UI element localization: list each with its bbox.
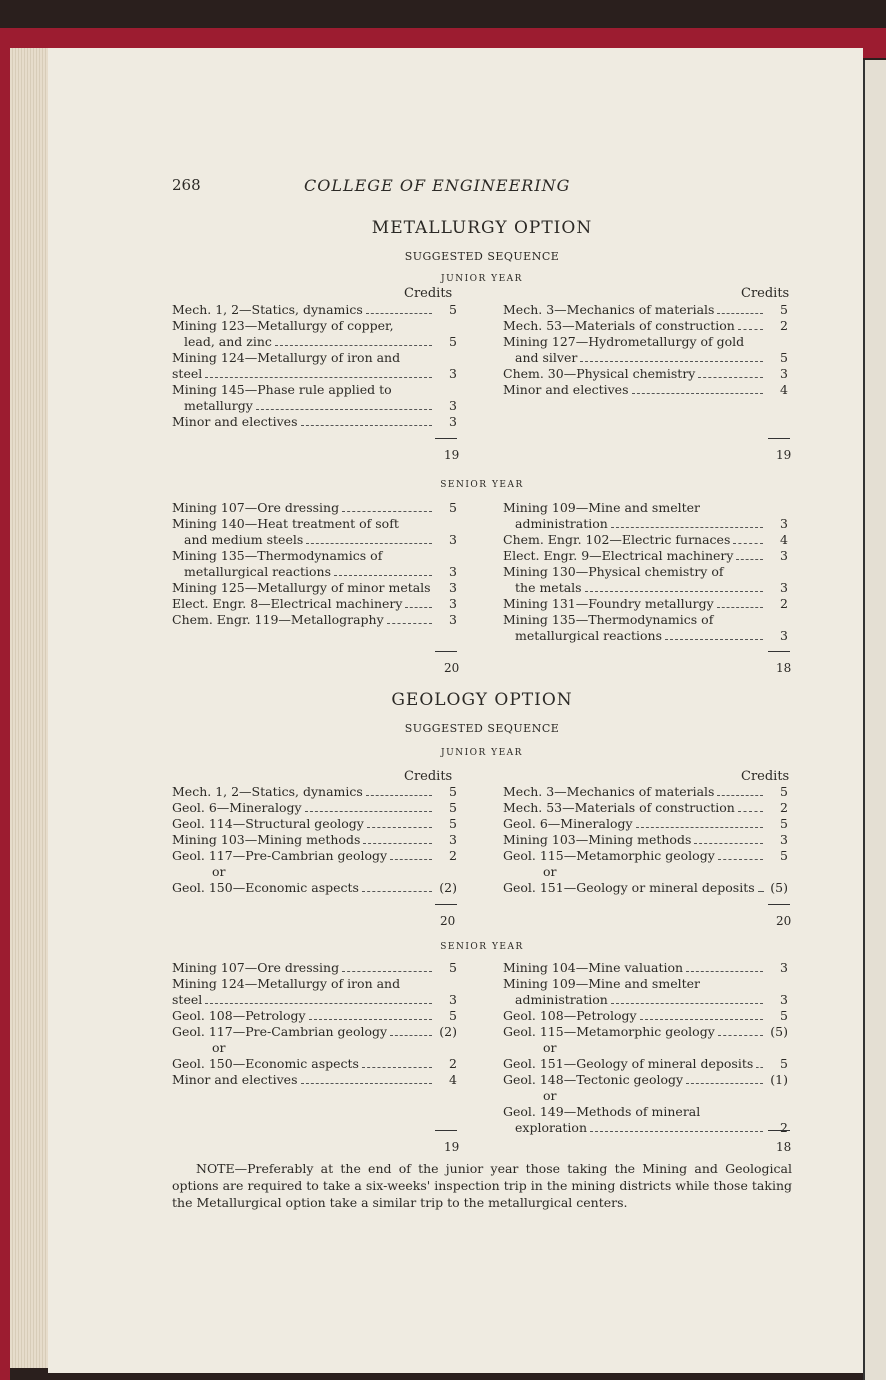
course-row bbox=[172, 880, 457, 896]
metallurgy-junior-year-label: JUNIOR YEAR bbox=[441, 274, 523, 284]
total-rule bbox=[768, 1130, 790, 1131]
dot-leader bbox=[632, 393, 764, 394]
junior-total-left: 20 bbox=[440, 914, 456, 928]
course-row bbox=[503, 848, 788, 864]
credit-value: 3 bbox=[449, 832, 457, 847]
course-row bbox=[172, 992, 457, 1008]
course-name: Mining 124—Metallurgy of iron and bbox=[172, 976, 401, 991]
dot-leader bbox=[580, 361, 763, 362]
metallurgy-senior-year-label: SENIOR YEAR bbox=[440, 480, 524, 490]
course-name: Chem. Engr. 119—Metallography bbox=[172, 612, 384, 627]
course-row bbox=[503, 612, 788, 628]
course-name: Mech. 1, 2—Statics, dynamics bbox=[172, 784, 363, 799]
course-row bbox=[172, 832, 457, 848]
senior-total-right: 18 bbox=[776, 1140, 792, 1154]
dot-leader bbox=[205, 377, 432, 378]
dot-leader bbox=[718, 1035, 763, 1036]
course-row bbox=[172, 580, 457, 596]
course-name: metallurgical reactions bbox=[515, 628, 663, 643]
course-row bbox=[172, 800, 457, 816]
dot-leader bbox=[717, 313, 763, 314]
credit-value: 3 bbox=[780, 628, 788, 643]
credit-value: 5 bbox=[449, 800, 457, 815]
course-row bbox=[503, 1024, 788, 1040]
course-row bbox=[172, 548, 457, 564]
course-row bbox=[503, 832, 788, 848]
dot-leader bbox=[362, 891, 432, 892]
course-name: Mining 109—Mine and smelter bbox=[503, 976, 700, 991]
course-name: Mining 123—Metallurgy of copper, bbox=[172, 318, 394, 333]
dot-leader bbox=[366, 795, 432, 796]
total-rule bbox=[768, 438, 790, 439]
credit-value: 5 bbox=[780, 350, 788, 365]
course-name: administration bbox=[515, 992, 608, 1007]
book-cover-left bbox=[0, 28, 10, 1380]
dot-leader bbox=[640, 1019, 763, 1020]
geology-senior-right bbox=[503, 960, 788, 1136]
course-row bbox=[503, 318, 788, 334]
course-name: metallurgy bbox=[184, 398, 253, 413]
course-name: Mining 127—Hydrometallurgy of gold bbox=[503, 334, 745, 349]
course-name: Geol. 6—Mineralogy bbox=[172, 800, 302, 815]
credit-value: 5 bbox=[780, 1008, 788, 1023]
course-name: Chem. 30—Physical chemistry bbox=[503, 366, 696, 381]
course-row bbox=[503, 628, 788, 644]
course-row bbox=[503, 976, 788, 992]
course-row bbox=[172, 564, 457, 580]
course-name: Mech. 1, 2—Statics, dynamics bbox=[172, 302, 363, 317]
geology-junior-left bbox=[172, 784, 457, 896]
course-row bbox=[172, 1072, 457, 1088]
course-name: Mining 124—Metallurgy of iron and bbox=[172, 350, 401, 365]
course-row bbox=[172, 350, 457, 366]
credit-value: 3 bbox=[449, 612, 457, 627]
dot-leader bbox=[733, 543, 763, 544]
course-name: Geol. 115—Metamorphic geology bbox=[503, 848, 715, 863]
course-row bbox=[172, 1040, 457, 1056]
credit-value: 5 bbox=[449, 960, 457, 975]
course-name: Mech. 53—Materials of construction bbox=[503, 318, 735, 333]
course-row bbox=[503, 596, 788, 612]
credit-value: 5 bbox=[449, 302, 457, 317]
course-name: Mining 103—Mining methods bbox=[503, 832, 692, 847]
course-name: Geol. 150—Economic aspects bbox=[172, 1056, 359, 1071]
course-name: Geol. 149—Methods of mineral bbox=[503, 1104, 701, 1119]
dot-leader bbox=[390, 1035, 432, 1036]
dot-leader bbox=[387, 623, 432, 624]
course-name: Mining 131—Foundry metallurgy bbox=[503, 596, 714, 611]
course-name: Geol. 108—Petrology bbox=[172, 1008, 306, 1023]
course-name: steel bbox=[172, 992, 203, 1007]
course-row bbox=[172, 302, 457, 318]
course-name: Mining 107—Ore dressing bbox=[172, 960, 340, 975]
dot-leader bbox=[205, 1003, 432, 1004]
course-name: Mech. 3—Mechanics of materials bbox=[503, 784, 715, 799]
credit-value: 4 bbox=[449, 1072, 457, 1087]
credit-value: 2 bbox=[780, 1120, 788, 1135]
course-name: Geol. 117—Pre-Cambrian geology bbox=[172, 848, 388, 863]
credit-value: (2) bbox=[439, 1024, 457, 1039]
course-name: Mining 104—Mine valuation bbox=[503, 960, 684, 975]
course-row bbox=[503, 516, 788, 532]
credit-value: 3 bbox=[780, 516, 788, 531]
credit-value: 3 bbox=[780, 366, 788, 381]
course-row bbox=[503, 532, 788, 548]
course-name: Minor and electives bbox=[503, 382, 629, 397]
course-name: Mining 103—Mining methods bbox=[172, 832, 361, 847]
credit-value: 3 bbox=[449, 532, 457, 547]
course-name: Elect. Engr. 9—Electrical machinery bbox=[503, 548, 734, 563]
course-row bbox=[503, 548, 788, 564]
course-row bbox=[172, 848, 457, 864]
credits-header-left: Credits bbox=[404, 286, 453, 301]
dot-leader bbox=[363, 843, 432, 844]
course-row bbox=[172, 1056, 457, 1072]
course-row bbox=[503, 382, 788, 398]
credit-value: 4 bbox=[780, 382, 788, 397]
course-name: Geol. 115—Metamorphic geology bbox=[503, 1024, 715, 1039]
course-row bbox=[172, 500, 457, 516]
dot-leader bbox=[738, 329, 763, 330]
credit-value: 3 bbox=[449, 992, 457, 1007]
dot-leader bbox=[305, 811, 432, 812]
course-name: Mining 109—Mine and smelter bbox=[503, 500, 700, 515]
course-row bbox=[503, 1008, 788, 1024]
course-row bbox=[503, 1120, 788, 1136]
dot-leader bbox=[665, 639, 763, 640]
geology-junior-year-label: JUNIOR YEAR bbox=[441, 748, 523, 758]
dot-leader bbox=[718, 859, 763, 860]
course-name: Geol. 151—Geology or mineral deposits bbox=[503, 880, 755, 895]
course-name: Chem. Engr. 102—Electric furnaces bbox=[503, 532, 731, 547]
course-row bbox=[172, 382, 457, 398]
credit-value: (2) bbox=[439, 880, 457, 895]
credit-value: (5) bbox=[770, 880, 788, 895]
course-name: the metals bbox=[515, 580, 582, 595]
credit-value: 3 bbox=[449, 366, 457, 381]
course-name: or bbox=[212, 1040, 226, 1055]
credit-value: 3 bbox=[449, 398, 457, 413]
credit-value: 3 bbox=[449, 596, 457, 611]
course-row bbox=[503, 880, 788, 896]
course-row bbox=[503, 350, 788, 366]
course-name: metallurgical reactions bbox=[184, 564, 332, 579]
metallurgy-title: METALLURGY OPTION bbox=[371, 218, 593, 238]
course-row bbox=[172, 596, 457, 612]
dot-leader bbox=[611, 1003, 763, 1004]
course-name: Mining 140—Heat treatment of soft bbox=[172, 516, 399, 531]
credit-value: 5 bbox=[780, 848, 788, 863]
dot-leader bbox=[738, 811, 763, 812]
dot-leader bbox=[301, 425, 433, 426]
course-row bbox=[172, 1024, 457, 1040]
dot-leader bbox=[585, 591, 763, 592]
junior-total-left: 19 bbox=[444, 448, 460, 462]
dot-leader bbox=[334, 575, 432, 576]
dot-leader bbox=[342, 971, 432, 972]
total-rule bbox=[435, 438, 457, 439]
course-name: Mining 125—Metallurgy of minor metals bbox=[172, 580, 431, 595]
dot-leader bbox=[694, 843, 763, 844]
course-name: Geol. 150—Economic aspects bbox=[172, 880, 359, 895]
course-row bbox=[172, 334, 457, 350]
credit-value: 3 bbox=[449, 414, 457, 429]
dot-leader bbox=[275, 345, 432, 346]
credit-value: 5 bbox=[449, 334, 457, 349]
course-name: steel bbox=[172, 366, 203, 381]
metallurgy-senior-left bbox=[172, 500, 457, 628]
course-name: administration bbox=[515, 516, 608, 531]
credit-value: 5 bbox=[449, 500, 457, 515]
course-row bbox=[172, 784, 457, 800]
credits-header-right: Credits bbox=[741, 286, 790, 301]
dot-leader bbox=[362, 1067, 432, 1068]
course-row bbox=[503, 1088, 788, 1104]
course-row bbox=[503, 992, 788, 1008]
senior-total-right: 18 bbox=[776, 661, 792, 675]
credit-value: 5 bbox=[780, 1056, 788, 1071]
course-row bbox=[503, 1040, 788, 1056]
course-name: Mining 107—Ore dressing bbox=[172, 500, 340, 515]
course-row bbox=[172, 864, 457, 880]
course-row bbox=[172, 516, 457, 532]
course-row bbox=[172, 318, 457, 334]
facing-page-edge bbox=[863, 60, 886, 1380]
course-row bbox=[172, 816, 457, 832]
course-name: Mech. 53—Materials of construction bbox=[503, 800, 735, 815]
metallurgy-junior-left bbox=[172, 302, 457, 430]
credit-value: 3 bbox=[449, 580, 457, 595]
course-row bbox=[503, 864, 788, 880]
geology-senior-left bbox=[172, 960, 457, 1088]
dot-leader bbox=[758, 891, 764, 892]
credit-value: 5 bbox=[780, 816, 788, 831]
credit-value: 2 bbox=[780, 318, 788, 333]
course-row bbox=[503, 580, 788, 596]
credit-value: 2 bbox=[780, 800, 788, 815]
course-name: lead, and zinc bbox=[184, 334, 272, 349]
total-rule bbox=[435, 1130, 457, 1131]
credit-value: 2 bbox=[449, 848, 457, 863]
course-row bbox=[172, 366, 457, 382]
course-row bbox=[503, 1104, 788, 1120]
course-row bbox=[172, 976, 457, 992]
course-name: Mining 135—Thermodynamics of bbox=[172, 548, 383, 563]
course-row bbox=[172, 1008, 457, 1024]
course-name: or bbox=[543, 864, 557, 879]
course-row bbox=[503, 500, 788, 516]
course-row bbox=[172, 612, 457, 628]
total-rule bbox=[768, 651, 790, 652]
junior-total-right: 20 bbox=[776, 914, 792, 928]
course-name: Geol. 148—Tectonic geology bbox=[503, 1072, 684, 1087]
metallurgy-junior-right bbox=[503, 302, 788, 398]
course-row bbox=[503, 800, 788, 816]
credit-value: 5 bbox=[780, 302, 788, 317]
credit-value: 3 bbox=[449, 564, 457, 579]
course-row bbox=[503, 302, 788, 318]
dot-leader bbox=[717, 607, 763, 608]
course-row bbox=[503, 1056, 788, 1072]
course-name: Geol. 151—Geology of mineral deposits bbox=[503, 1056, 754, 1071]
geology-title: GEOLOGY OPTION bbox=[391, 690, 573, 710]
course-row bbox=[503, 960, 788, 976]
course-row bbox=[503, 1072, 788, 1088]
course-name: Mech. 3—Mechanics of materials bbox=[503, 302, 715, 317]
dot-leader bbox=[342, 511, 432, 512]
credits-header-left: Credits bbox=[404, 769, 453, 784]
course-name: Geol. 117—Pre-Cambrian geology bbox=[172, 1024, 388, 1039]
course-row bbox=[172, 414, 457, 430]
dot-leader bbox=[405, 607, 432, 608]
course-name: Mining 130—Physical chemistry of bbox=[503, 564, 724, 579]
dot-leader bbox=[611, 527, 763, 528]
credit-value: (5) bbox=[770, 1024, 788, 1039]
total-rule bbox=[435, 904, 457, 905]
dot-leader bbox=[390, 859, 432, 860]
dot-leader bbox=[309, 1019, 432, 1020]
dot-leader bbox=[736, 559, 763, 560]
course-name: Minor and electives bbox=[172, 1072, 298, 1087]
credit-value: 5 bbox=[780, 784, 788, 799]
course-name: or bbox=[543, 1088, 557, 1103]
dot-leader bbox=[367, 827, 432, 828]
credits-header-right: Credits bbox=[741, 769, 790, 784]
course-name: Mining 145—Phase rule applied to bbox=[172, 382, 392, 397]
credit-value: 2 bbox=[780, 596, 788, 611]
course-name: exploration bbox=[515, 1120, 587, 1135]
geology-junior-right bbox=[503, 784, 788, 896]
dot-leader bbox=[756, 1067, 763, 1068]
dot-leader bbox=[366, 313, 432, 314]
course-row bbox=[503, 564, 788, 580]
course-name: and silver bbox=[515, 350, 578, 365]
dot-leader bbox=[590, 1131, 763, 1132]
metallurgy-suggested-sequence: SUGGESTED SEQUENCE bbox=[404, 250, 560, 263]
credit-value: 3 bbox=[780, 992, 788, 1007]
geology-suggested-sequence: SUGGESTED SEQUENCE bbox=[404, 722, 560, 735]
senior-total-left: 20 bbox=[444, 661, 460, 675]
junior-total-right: 19 bbox=[776, 448, 792, 462]
total-rule bbox=[435, 651, 457, 652]
course-name: Geol. 6—Mineralogy bbox=[503, 816, 633, 831]
course-name: Minor and electives bbox=[172, 414, 298, 429]
dot-leader bbox=[256, 409, 432, 410]
credit-value: 4 bbox=[780, 532, 788, 547]
dot-leader bbox=[698, 377, 763, 378]
credit-value: 2 bbox=[449, 1056, 457, 1071]
course-row bbox=[172, 532, 457, 548]
credit-value: 5 bbox=[449, 1008, 457, 1023]
course-row bbox=[503, 366, 788, 382]
metallurgy-senior-right bbox=[503, 500, 788, 644]
course-name: Geol. 108—Petrology bbox=[503, 1008, 637, 1023]
credit-value: 3 bbox=[780, 548, 788, 563]
page-number: 268 bbox=[172, 176, 201, 194]
dot-leader bbox=[301, 1083, 433, 1084]
dot-leader bbox=[717, 795, 763, 796]
credit-value: 3 bbox=[780, 832, 788, 847]
credit-value: 5 bbox=[449, 784, 457, 799]
course-name: Elect. Engr. 8—Electrical machinery bbox=[172, 596, 403, 611]
geology-senior-year-label: SENIOR YEAR bbox=[440, 942, 524, 952]
footnote: NOTE—Preferably at the end of the junior year those taking the Mining and Geological options are required to take a six-weeks' inspection trip in the mining districts while those taking the Metallurgical option take a similar trip to the metallurgical centers. bbox=[172, 1161, 792, 1210]
course-name: and medium steels bbox=[184, 532, 304, 547]
senior-total-left: 19 bbox=[444, 1140, 460, 1154]
course-row bbox=[172, 960, 457, 976]
course-row bbox=[503, 334, 788, 350]
credit-value: 5 bbox=[449, 816, 457, 831]
credit-value: 3 bbox=[780, 960, 788, 975]
running-head: COLLEGE OF ENGINEERING bbox=[304, 176, 571, 195]
course-name: Mining 135—Thermodynamics of bbox=[503, 612, 714, 627]
dot-leader bbox=[686, 1083, 763, 1084]
course-row bbox=[503, 816, 788, 832]
total-rule bbox=[768, 904, 790, 905]
course-row bbox=[172, 398, 457, 414]
course-name: Geol. 114—Structural geology bbox=[172, 816, 364, 831]
credit-value: (1) bbox=[770, 1072, 788, 1087]
dot-leader bbox=[306, 543, 432, 544]
dot-leader bbox=[636, 827, 763, 828]
course-name: or bbox=[212, 864, 226, 879]
course-name: or bbox=[543, 1040, 557, 1055]
dot-leader bbox=[686, 971, 763, 972]
course-row bbox=[503, 784, 788, 800]
credit-value: 3 bbox=[780, 580, 788, 595]
